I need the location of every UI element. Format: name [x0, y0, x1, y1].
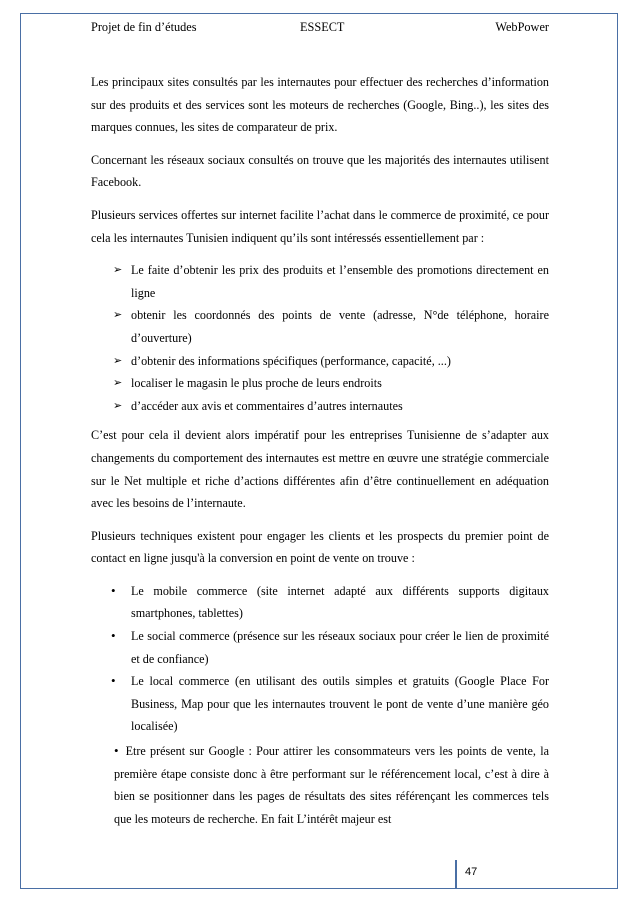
bullet-dot-icon: • [111, 673, 116, 689]
list-item: • Le mobile commerce (site internet adapté aux différents supports digitaux smartphones, tablettes) [91, 580, 549, 625]
header-company: WebPower [495, 20, 549, 34]
arrow-bullet-icon: ➢ [113, 399, 123, 412]
list-item: • Le social commerce (présence sur les réseaux sociaux pour créer le lien de proximité et de confiance) [91, 625, 549, 670]
page-number-box [455, 860, 493, 889]
list-item: ➢ d’obtenir des informations spécifiques (performance, capacité, ...) [91, 350, 549, 373]
list-item: ➢ obtenir les coordonnés des points de vente (adresse, N°de téléphone, horaire d’ouverture) [91, 304, 549, 349]
paragraph: Plusieurs services offertes sur internet facilite l’achat dans le commerce de proximité, ce pour cela les internautes Tunisien indiquent qu’ils sont intéressés essentiellement par : [91, 207, 549, 245]
list-item: • Le local commerce (en utilisant des outils simples et gratuits (Google Place For Business, Map pour que les internautes trouvent le pont de vente d’une manière géo localisée) [91, 670, 549, 738]
bullet-dot-icon: • [114, 743, 119, 759]
list-item: ➢ d’accéder aux avis et commentaires d’autres internautes [91, 395, 549, 418]
page-number: 47 [465, 866, 478, 878]
page-body [91, 71, 549, 830]
paragraph: Plusieurs techniques existent pour engager les clients et les prospects du premier point de contact en ligne jusqu'à la conversion en point de vente on trouve : [91, 528, 549, 566]
services-list [91, 259, 549, 417]
bullet-dot-icon: • [111, 582, 116, 598]
techniques-list [91, 580, 549, 738]
list-item: ➢ localiser le magasin le plus proche de leurs endroits [91, 372, 549, 395]
header-project-title: Projet de fin d’études [91, 20, 197, 34]
arrow-bullet-icon: ➢ [113, 377, 123, 390]
header-school: ESSECT [300, 20, 345, 34]
arrow-bullet-icon: ➢ [113, 309, 123, 322]
paragraph: Concernant les réseaux sociaux consultés on trouve que les majorités des internautes utilisent Facebook. [91, 152, 549, 190]
paragraph: Les principaux sites consultés par les internautes pour effectuer des recherches d’information sur des produits et des services sont les moteurs de recherches (Google, Bing..), les sites des marques connues, les sites de comparateur de prix. [91, 75, 549, 135]
list-item: ➢ Le faite d’obtenir les prix des produits et l’ensemble des promotions directement en ligne [91, 259, 549, 304]
arrow-bullet-icon: ➢ [113, 264, 123, 277]
list-item: • Etre présent sur Google : Pour attirer les consommateurs vers les points de vente, la première étape consiste donc à être performant sur le référencement local, c’est à dire à bien se positionner dans les pages de résultats des sites référençant les commerces tels que les moteurs de recherche. En fait L’intérêt majeur est [114, 743, 549, 826]
arrow-bullet-icon: ➢ [113, 354, 123, 367]
paragraph: C’est pour cela il devient alors impératif pour les entreprises Tunisienne de s’adapter aux changements du comportement des internautes est mettre en œuvre une stratégie commerciale sur le Net multiple et riche d’actions différentes afin d’être continuellement en adéquation avec les besoins de l’internaute. [91, 428, 549, 511]
bullet-dot-icon: • [111, 628, 116, 644]
page-header [91, 20, 549, 40]
